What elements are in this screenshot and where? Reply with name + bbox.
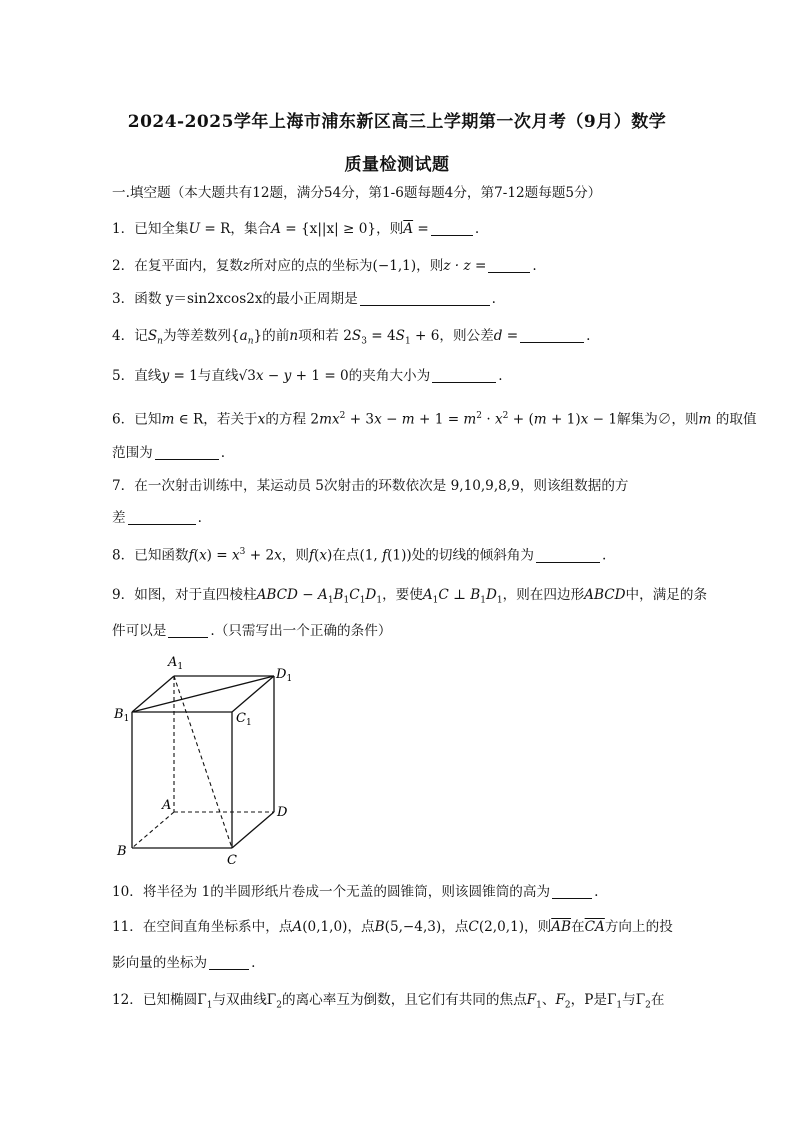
prism-figure: [112, 652, 302, 867]
label-a1: $A_1$: [168, 655, 184, 672]
question-3: 3．函数 y＝sin2xcos2x的最小正周期是 .: [112, 291, 496, 307]
label-a: A: [162, 798, 172, 813]
label-b: B: [117, 844, 127, 859]
label-c1: $C_1$: [236, 711, 252, 728]
prism-diagram: [112, 652, 302, 867]
answer-blank-11[interactable]: [209, 955, 249, 970]
exam-title-line2: 质量检测试题: [344, 155, 450, 175]
answer-blank-8[interactable]: [536, 548, 600, 563]
label-b1: $B_1$: [114, 707, 130, 724]
answer-blank-10[interactable]: [552, 884, 592, 899]
question-8: 8．已知函数$f(x) = x^3 + 2x$，则f(x)在点(1, f(1))处的切线的倾斜角为 .: [112, 547, 607, 564]
question-7: 7．在一次射击训练中，某运动员 5次射击的环数依次是 9,10,9,8,9，则该组数据的方: [112, 478, 629, 494]
answer-blank-4[interactable]: [520, 328, 584, 343]
question-6: 6．已知m ∈ R，若关于x的方程 $2mx^2 + 3x - m + 1 = m^2 \cdot x^2 + (m + 1)x - 1$解集为∅，则m 的取值: [112, 411, 757, 428]
question-1: 1．已知全集U = R，集合A = {x||x| ≥ 0}，则$\overline{A}$ = .: [112, 221, 480, 237]
label-c: C: [227, 853, 237, 867]
answer-blank-3[interactable]: [360, 291, 490, 306]
label-d1: $D_1$: [276, 667, 293, 684]
answer-blank-6[interactable]: [155, 445, 219, 460]
answer-blank-2[interactable]: [488, 258, 530, 273]
question-12: 12．已知椭圆$\Gamma_1$与双曲线$\Gamma_2$的离心率互为倒数，且它们有共同的焦点$F_1$、$F_2$，P是$\Gamma_1$与$\Gamma_2$在: [112, 992, 665, 1011]
answer-blank-5[interactable]: [432, 368, 496, 383]
question-9: 9．如图，对于直四棱柱ABCD − $A_1B_1C_1D_1$，要使$A_1C$ ⊥ $B_1D_1$，则在四边形ABCD中，满足的条: [112, 587, 708, 606]
section-heading: 一.填空题（本大题共有12题，满分54分，第1-6题每题4分，第7-12题每题5分）: [112, 185, 602, 201]
question-2: 2．在复平面内，复数z所对应的点的坐标为(−1,1)，则z · z = .: [112, 258, 537, 274]
edge-c-d: [232, 812, 274, 848]
answer-blank-1[interactable]: [431, 221, 473, 236]
question-11-line2: 影向量的坐标为 .: [112, 955, 256, 971]
edge-a-b: [132, 812, 174, 848]
answer-blank-9[interactable]: [168, 623, 208, 638]
question-10: 10．将半径为 1的半圆形纸片卷成一个无盖的圆锥筒，则该圆锥筒的高为 .: [112, 884, 599, 900]
question-5: 5．直线y = 1与直线√3x − y + 1 = 0的夹角大小为 .: [112, 368, 503, 384]
exam-title-line1: 2024-2025学年上海市浦东新区高三上学期第一次月考（9月）数学: [127, 112, 667, 132]
diagonal-a1-c: [174, 676, 232, 848]
question-4: 4．记$S_n$为等差数列$\{a_n\}$的前n项和若 $2S_3 = 4S_1 + 6$，则公差d = .: [112, 328, 591, 347]
question-7-line2: 差 .: [112, 510, 202, 526]
label-d: D: [277, 805, 288, 820]
question-6-line2: 范围为 .: [112, 445, 226, 461]
question-11: 11．在空间直角坐标系中，点A(0,1,0)，点B(5,−4,3)，点C(2,0,1)，则$\overline{AB}$在$\overline{CA}$方向上的投: [112, 919, 673, 935]
answer-blank-7[interactable]: [128, 510, 196, 525]
question-9-line2: 件可以是 .（只需写出一个正确的条件）: [112, 623, 392, 639]
